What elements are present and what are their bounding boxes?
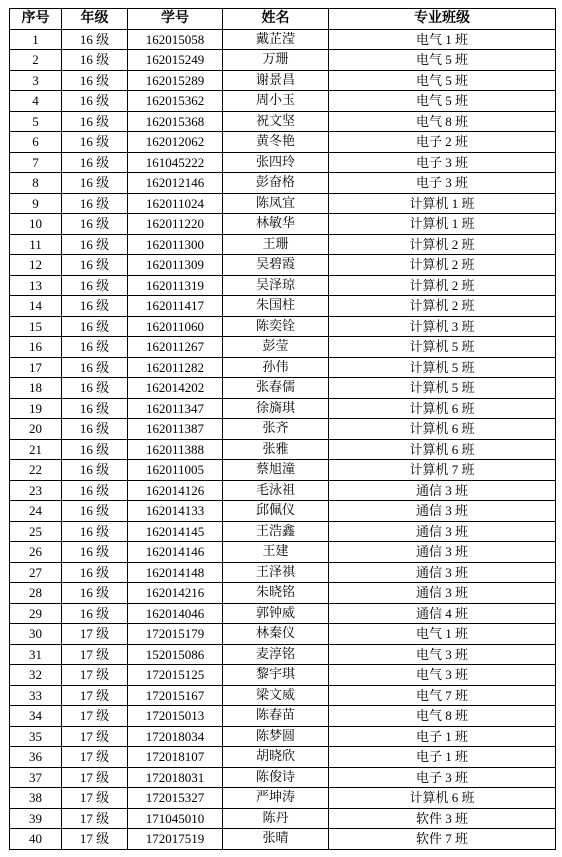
cell-student-id: 172015327: [128, 788, 223, 809]
cell-name: 王泽祺: [223, 562, 329, 583]
cell-grade: 16 级: [62, 29, 128, 50]
cell-index: 2: [10, 50, 62, 71]
cell-student-id: 171045010: [128, 808, 223, 829]
cell-name: 彭莹: [223, 337, 329, 358]
cell-major-class: 软件 7 班: [329, 829, 556, 850]
cell-major-class: 计算机 1 班: [329, 193, 556, 214]
cell-index: 35: [10, 726, 62, 747]
cell-grade: 16 级: [62, 152, 128, 173]
cell-index: 29: [10, 603, 62, 624]
cell-grade: 16 级: [62, 562, 128, 583]
table-row: [10, 398, 556, 419]
cell-major-class: 电气 3 班: [329, 665, 556, 686]
table-row: [10, 501, 556, 522]
cell-index: 21: [10, 439, 62, 460]
cell-student-id: 162014202: [128, 378, 223, 399]
table-row: [10, 111, 556, 132]
cell-major-class: 电子 3 班: [329, 152, 556, 173]
cell-name: 张四玲: [223, 152, 329, 173]
cell-index: 8: [10, 173, 62, 194]
cell-major-class: 电子 2 班: [329, 132, 556, 153]
cell-name: 毛泳祖: [223, 480, 329, 501]
cell-student-id: 162011267: [128, 337, 223, 358]
table-row: [10, 747, 556, 768]
table-row: [10, 583, 556, 604]
cell-student-id: 172017519: [128, 829, 223, 850]
cell-major-class: 计算机 7 班: [329, 460, 556, 481]
cell-student-id: 162011417: [128, 296, 223, 317]
table-row: [10, 316, 556, 337]
cell-grade: 16 级: [62, 70, 128, 91]
cell-grade: 16 级: [62, 357, 128, 378]
table-row: [10, 562, 556, 583]
cell-major-class: 计算机 2 班: [329, 296, 556, 317]
cell-index: 27: [10, 562, 62, 583]
cell-major-class: 计算机 3 班: [329, 316, 556, 337]
cell-index: 17: [10, 357, 62, 378]
cell-major-class: 计算机 6 班: [329, 439, 556, 460]
cell-major-class: 电子 1 班: [329, 726, 556, 747]
cell-student-id: 162014146: [128, 542, 223, 563]
cell-student-id: 162011024: [128, 193, 223, 214]
table-row: [10, 50, 556, 71]
cell-index: 1: [10, 29, 62, 50]
cell-major-class: 通信 3 班: [329, 501, 556, 522]
cell-name: 郭钟威: [223, 603, 329, 624]
cell-name: 黎宇琪: [223, 665, 329, 686]
cell-name: 陈奕铨: [223, 316, 329, 337]
cell-grade: 16 级: [62, 439, 128, 460]
table-row: [10, 788, 556, 809]
cell-name: 严坤涛: [223, 788, 329, 809]
cell-grade: 16 级: [62, 296, 128, 317]
cell-major-class: 电子 1 班: [329, 747, 556, 768]
table-row: [10, 644, 556, 665]
cell-student-id: 162014126: [128, 480, 223, 501]
cell-student-id: 162014148: [128, 562, 223, 583]
cell-grade: 17 级: [62, 767, 128, 788]
cell-name: 朱晓铭: [223, 583, 329, 604]
cell-major-class: 电气 8 班: [329, 111, 556, 132]
cell-name: 林敏华: [223, 214, 329, 235]
table-row: [10, 624, 556, 645]
cell-major-class: 通信 3 班: [329, 583, 556, 604]
cell-student-id: 162011347: [128, 398, 223, 419]
table-row: [10, 378, 556, 399]
cell-major-class: 计算机 2 班: [329, 275, 556, 296]
cell-student-id: 172018034: [128, 726, 223, 747]
cell-index: 22: [10, 460, 62, 481]
cell-student-id: 172015179: [128, 624, 223, 645]
cell-grade: 16 级: [62, 255, 128, 276]
cell-major-class: 电气 1 班: [329, 29, 556, 50]
table-row: [10, 193, 556, 214]
table-row: [10, 296, 556, 317]
table-row: [10, 665, 556, 686]
cell-index: 36: [10, 747, 62, 768]
cell-index: 19: [10, 398, 62, 419]
table-row: [10, 706, 556, 727]
cell-grade: 17 级: [62, 644, 128, 665]
cell-name: 张齐: [223, 419, 329, 440]
cell-name: 徐旖琪: [223, 398, 329, 419]
cell-index: 32: [10, 665, 62, 686]
cell-grade: 16 级: [62, 583, 128, 604]
cell-name: 陈凤宜: [223, 193, 329, 214]
cell-index: 30: [10, 624, 62, 645]
table-row: [10, 829, 556, 850]
cell-index: 18: [10, 378, 62, 399]
cell-index: 31: [10, 644, 62, 665]
cell-index: 20: [10, 419, 62, 440]
cell-major-class: 电子 3 班: [329, 173, 556, 194]
cell-grade: 17 级: [62, 747, 128, 768]
cell-major-class: 通信 3 班: [329, 562, 556, 583]
cell-index: 39: [10, 808, 62, 829]
cell-index: 3: [10, 70, 62, 91]
cell-grade: 17 级: [62, 665, 128, 686]
cell-index: 6: [10, 132, 62, 153]
cell-student-id: 162011220: [128, 214, 223, 235]
cell-grade: 17 级: [62, 706, 128, 727]
cell-grade: 17 级: [62, 808, 128, 829]
cell-grade: 16 级: [62, 542, 128, 563]
cell-grade: 16 级: [62, 460, 128, 481]
cell-major-class: 电气 5 班: [329, 70, 556, 91]
cell-grade: 16 级: [62, 275, 128, 296]
table-row: [10, 29, 556, 50]
cell-index: 23: [10, 480, 62, 501]
cell-major-class: 通信 3 班: [329, 480, 556, 501]
cell-grade: 16 级: [62, 378, 128, 399]
table-row: [10, 542, 556, 563]
cell-index: 9: [10, 193, 62, 214]
cell-grade: 16 级: [62, 603, 128, 624]
cell-index: 37: [10, 767, 62, 788]
cell-student-id: 162011300: [128, 234, 223, 255]
cell-major-class: 电子 3 班: [329, 767, 556, 788]
cell-grade: 16 级: [62, 521, 128, 542]
cell-index: 40: [10, 829, 62, 850]
cell-index: 15: [10, 316, 62, 337]
table-row: [10, 480, 556, 501]
cell-student-id: 162014145: [128, 521, 223, 542]
cell-major-class: 计算机 6 班: [329, 398, 556, 419]
cell-name: 麦淳铭: [223, 644, 329, 665]
cell-name: 孙伟: [223, 357, 329, 378]
cell-student-id: 162015362: [128, 91, 223, 112]
cell-index: 24: [10, 501, 62, 522]
cell-grade: 16 级: [62, 111, 128, 132]
cell-major-class: 计算机 1 班: [329, 214, 556, 235]
header-student-id: 学号: [128, 9, 223, 30]
cell-name: 吴泽琼: [223, 275, 329, 296]
cell-name: 蔡旭潼: [223, 460, 329, 481]
cell-major-class: 通信 4 班: [329, 603, 556, 624]
header-index: 序号: [10, 9, 62, 30]
table-row: [10, 132, 556, 153]
cell-student-id: 162012146: [128, 173, 223, 194]
header-grade: 年级: [62, 9, 128, 30]
cell-name: 陈俊诗: [223, 767, 329, 788]
cell-student-id: 162015289: [128, 70, 223, 91]
cell-student-id: 152015086: [128, 644, 223, 665]
cell-name: 谢景昌: [223, 70, 329, 91]
cell-grade: 17 级: [62, 788, 128, 809]
cell-major-class: 计算机 5 班: [329, 378, 556, 399]
table-body: [10, 29, 556, 849]
cell-name: 林秦仪: [223, 624, 329, 645]
table-row: [10, 173, 556, 194]
cell-name: 张晴: [223, 829, 329, 850]
cell-major-class: 计算机 2 班: [329, 255, 556, 276]
cell-student-id: 162014133: [128, 501, 223, 522]
cell-student-id: 162011387: [128, 419, 223, 440]
cell-grade: 16 级: [62, 193, 128, 214]
cell-major-class: 计算机 5 班: [329, 337, 556, 358]
cell-index: 33: [10, 685, 62, 706]
cell-student-id: 172015013: [128, 706, 223, 727]
cell-index: 14: [10, 296, 62, 317]
cell-name: 陈梦圆: [223, 726, 329, 747]
cell-student-id: 172018031: [128, 767, 223, 788]
header-row: [10, 9, 556, 30]
cell-student-id: 162015368: [128, 111, 223, 132]
cell-name: 陈丹: [223, 808, 329, 829]
table-row: [10, 460, 556, 481]
cell-name: 王浩鑫: [223, 521, 329, 542]
cell-grade: 16 级: [62, 50, 128, 71]
cell-name: 张春儒: [223, 378, 329, 399]
cell-student-id: 161045222: [128, 152, 223, 173]
header-name: 姓名: [223, 9, 329, 30]
cell-grade: 17 级: [62, 829, 128, 850]
cell-major-class: 通信 3 班: [329, 521, 556, 542]
cell-grade: 16 级: [62, 501, 128, 522]
cell-student-id: 162011309: [128, 255, 223, 276]
cell-name: 周小玉: [223, 91, 329, 112]
cell-major-class: 电气 1 班: [329, 624, 556, 645]
cell-grade: 16 级: [62, 173, 128, 194]
cell-name: 万珊: [223, 50, 329, 71]
cell-index: 34: [10, 706, 62, 727]
cell-major-class: 电气 8 班: [329, 706, 556, 727]
cell-name: 胡晓欣: [223, 747, 329, 768]
cell-index: 38: [10, 788, 62, 809]
table-row: [10, 214, 556, 235]
cell-name: 邱佩仪: [223, 501, 329, 522]
cell-name: 朱国柱: [223, 296, 329, 317]
cell-index: 5: [10, 111, 62, 132]
cell-major-class: 计算机 5 班: [329, 357, 556, 378]
table-row: [10, 234, 556, 255]
cell-major-class: 通信 3 班: [329, 542, 556, 563]
cell-grade: 17 级: [62, 685, 128, 706]
cell-major-class: 电气 3 班: [329, 644, 556, 665]
cell-grade: 16 级: [62, 398, 128, 419]
cell-student-id: 162011388: [128, 439, 223, 460]
cell-grade: 16 级: [62, 132, 128, 153]
cell-major-class: 计算机 6 班: [329, 419, 556, 440]
cell-index: 10: [10, 214, 62, 235]
cell-grade: 17 级: [62, 624, 128, 645]
cell-grade: 17 级: [62, 726, 128, 747]
cell-name: 彭奋格: [223, 173, 329, 194]
cell-student-id: 162012062: [128, 132, 223, 153]
cell-grade: 16 级: [62, 214, 128, 235]
cell-index: 16: [10, 337, 62, 358]
cell-name: 王建: [223, 542, 329, 563]
table-row: [10, 152, 556, 173]
cell-index: 28: [10, 583, 62, 604]
cell-student-id: 162011319: [128, 275, 223, 296]
table-row: [10, 685, 556, 706]
cell-index: 4: [10, 91, 62, 112]
cell-index: 11: [10, 234, 62, 255]
cell-student-id: 172018107: [128, 747, 223, 768]
table-row: [10, 726, 556, 747]
table-row: [10, 808, 556, 829]
cell-major-class: 电气 5 班: [329, 91, 556, 112]
cell-index: 26: [10, 542, 62, 563]
cell-name: 陈春苗: [223, 706, 329, 727]
cell-student-id: 172015167: [128, 685, 223, 706]
cell-index: 13: [10, 275, 62, 296]
cell-major-class: 计算机 2 班: [329, 234, 556, 255]
student-list-table: [9, 8, 556, 850]
cell-grade: 16 级: [62, 419, 128, 440]
table-row: [10, 357, 556, 378]
cell-student-id: 162014046: [128, 603, 223, 624]
table-row: [10, 255, 556, 276]
cell-grade: 16 级: [62, 480, 128, 501]
cell-index: 7: [10, 152, 62, 173]
table-row: [10, 419, 556, 440]
cell-grade: 16 级: [62, 91, 128, 112]
table-row: [10, 521, 556, 542]
cell-index: 25: [10, 521, 62, 542]
cell-major-class: 电气 5 班: [329, 50, 556, 71]
cell-name: 吴碧霞: [223, 255, 329, 276]
cell-grade: 16 级: [62, 316, 128, 337]
cell-student-id: 162011005: [128, 460, 223, 481]
header-major-class: 专业班级: [329, 9, 556, 30]
table-row: [10, 439, 556, 460]
cell-name: 祝文坚: [223, 111, 329, 132]
cell-student-id: 162011282: [128, 357, 223, 378]
cell-grade: 16 级: [62, 234, 128, 255]
cell-major-class: 计算机 6 班: [329, 788, 556, 809]
cell-name: 黄冬艳: [223, 132, 329, 153]
table-row: [10, 275, 556, 296]
cell-major-class: 电气 7 班: [329, 685, 556, 706]
cell-index: 12: [10, 255, 62, 276]
cell-student-id: 172015125: [128, 665, 223, 686]
cell-student-id: 162014216: [128, 583, 223, 604]
cell-major-class: 软件 3 班: [329, 808, 556, 829]
table-row: [10, 337, 556, 358]
cell-student-id: 162015058: [128, 29, 223, 50]
table-row: [10, 91, 556, 112]
cell-student-id: 162015249: [128, 50, 223, 71]
cell-student-id: 162011060: [128, 316, 223, 337]
cell-name: 戴芷滢: [223, 29, 329, 50]
table-row: [10, 70, 556, 91]
cell-name: 梁文威: [223, 685, 329, 706]
cell-name: 王珊: [223, 234, 329, 255]
cell-grade: 16 级: [62, 337, 128, 358]
cell-name: 张雅: [223, 439, 329, 460]
table-row: [10, 767, 556, 788]
table-row: [10, 603, 556, 624]
